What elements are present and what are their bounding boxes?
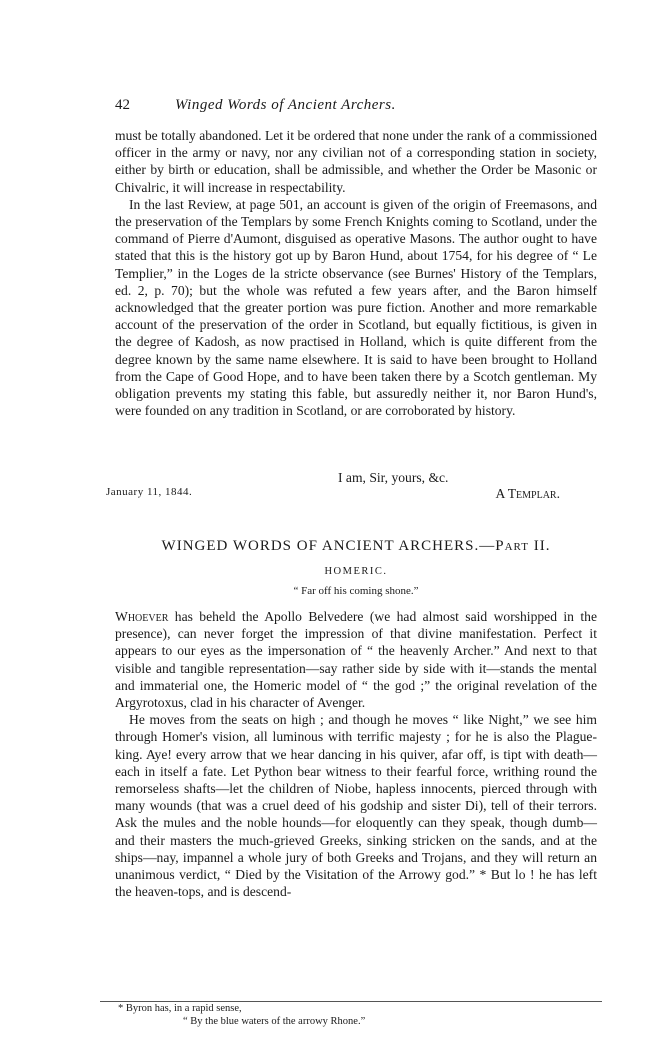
running-title: Winged Words of Ancient Archers. xyxy=(175,97,396,113)
article-title-main: WINGED WORDS OF ANCIENT ARCHERS.— xyxy=(161,538,496,554)
running-header xyxy=(115,97,595,119)
article-paragraph-1-text: has beheld the Apollo Belvedere (we had almost said worshipped in the presence), can never forget the impression of that divine manifestation. Perfect it appears to our eyes as the impersonation of “ the heavenly Archer.” And next to that visible and tangible representation—say rather side by side with it—stands the mental and immaterial one, the Homeric model of “ the god ;” the original revelation of the Argyrotoxus, clad in his character of Avenger. xyxy=(115,609,597,711)
footnote xyxy=(118,1003,598,1028)
article-epigraph: “ Far off his coming shone.” xyxy=(293,585,419,597)
footnote-line-1: * Byron has, in a rapid sense, xyxy=(118,1003,242,1014)
opening-word: Whoever xyxy=(115,609,169,624)
article-title xyxy=(115,538,597,555)
letter-paragraph-2: In the last Review, at page 501, an account is given of the origin of Freemasons, and the preservation of the Templars by some French Knights coming to Scotland, under the command of Pierre d'Aumont, disguised as operative Masons. The author ought to have stated that this is the history got up by Baron Hund, about 1754, for his degree of “ Le Templier,” in the Loges de la stricte observance (see Burnes' History of the Templars, ed. 2, p. 70); but the whole was refuted a few years after, and the Baron himself acknowledged that the greater portion was pure fiction. Another and more remarkable account of the preservation of the order in Scotland, but equally fictitious, is given in the degree of Kadosh, as now practised in Holland, which is quite different from the degree known by the same name elsewhere. It is said to have been brought to Holland from the Cape of Good Hope, and to have been taken there by a Scotch gentleman. My obligation prevents my stating this fable, but assuredly neither it, nor Baron Hund's, were founded on any tradition in Scotland, or are corroborated by history. xyxy=(115,196,597,419)
article-body xyxy=(115,608,597,900)
letter-signature: A Templar. xyxy=(495,486,560,501)
article-subtitle: HOMERIC. xyxy=(324,566,388,577)
footnote-rule xyxy=(100,1001,602,1002)
article-paragraph-2: He moves from the seats on high ; and though he moves “ like Night,” we see him through Homer's vision, all luminous with terrific majesty ; for he is also the Plague-king. Aye! every arrow that we hear dancing in his quiver, afar off, is tipt with death—each in itself a fate. Let Python bear witness to their fearful force, writhing round the remorseless shafts—let the children of Niobe, hapless innocents, pierced through with many wounds (that was a cruel deed of his godship and sister Di), tell of their terrors. Ask the mules and the noble hounds—for eloquently can they speak, though dumb—and their masters the much-grieved Greeks, sinking stricken on the sands, and at the ships—nay, impannel a whole jury of both Greeks and Trojans, and they will return an unanimous verdict, “ Died by the Visitation of the Arrowy god.” * But lo ! he has left the heaven-tops, and is descend- xyxy=(115,712,597,900)
footnote-line-2: “ By the blue waters of the arrowy Rhone.” xyxy=(183,1015,366,1027)
letter-date: January 11, 1844. xyxy=(106,486,193,498)
complimentary-close: I am, Sir, yours, &c. xyxy=(338,470,449,485)
letter-closing xyxy=(100,470,600,510)
page-number: 42 xyxy=(115,97,130,113)
article-part: Part II. xyxy=(495,538,551,554)
letter-continuation xyxy=(115,127,597,419)
article-paragraph-1 xyxy=(115,608,597,711)
letter-paragraph-1: must be totally abandoned. Let it be ordered that none under the rank of a commissioned officer in the army or navy, nor any civilian not of a corresponding station in society, either by birth or education, shall be admissible, and whether the Order be Masonic or Chivalric, it will increase in respectability. xyxy=(115,128,597,195)
